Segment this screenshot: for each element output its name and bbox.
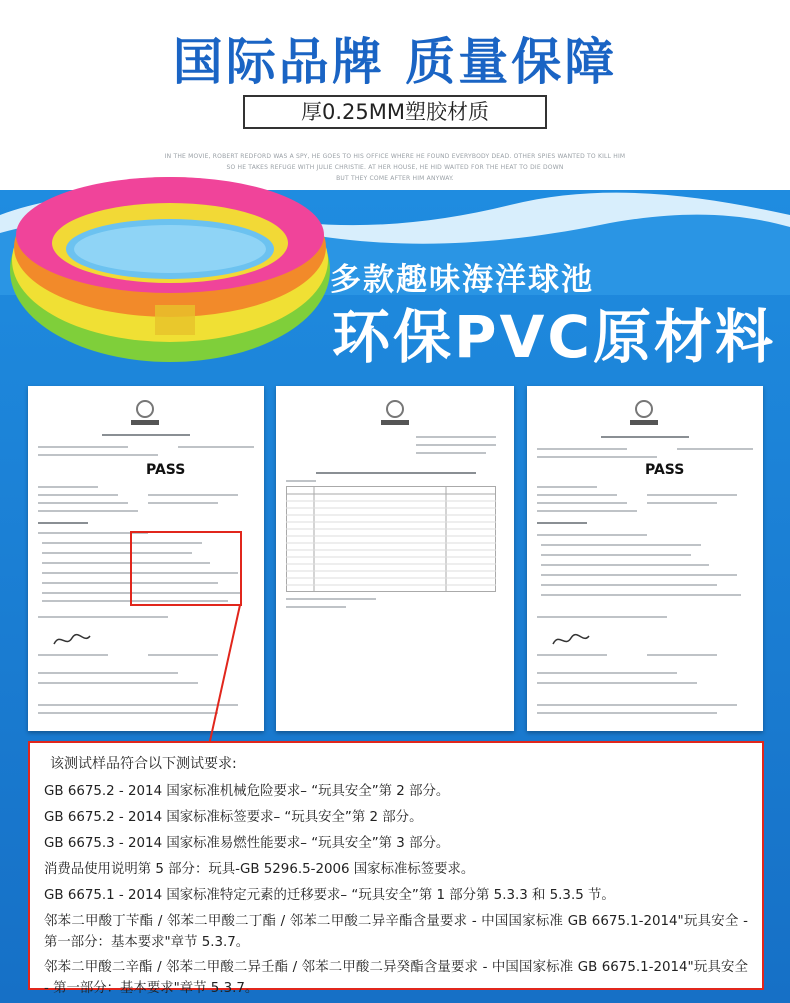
test-report-3 (527, 386, 763, 731)
test-results-table (286, 486, 496, 592)
logo-band (131, 420, 159, 425)
logo-band (630, 420, 658, 425)
requirements-intro: 该测试样品符合以下测试要求: (50, 756, 237, 772)
highlight-frame (130, 531, 242, 606)
fine-print-1: IN THE MOVIE, ROBERT REDFORD WAS A SPY, HE GOES TO HIS OFFICE WHERE HE FOUND EVERYBODY DEAD. OTHER SPIES WANTED TO KILL HIM (164, 153, 626, 160)
bureau-veritas-logo (386, 400, 404, 418)
material-subtitle: 厚0.25MM塑胶材质 (243, 95, 547, 129)
requirement-item: 消费品使用说明第 5 部分：玩具-GB 5296.5-2006 国家标准标签要求。 (44, 862, 475, 877)
test-report-2 (276, 386, 514, 731)
requirement-item: 邻苯二甲酸二辛酯 / 邻苯二甲酸二异壬酯 / 邻苯二甲酸二异癸酯含量要求 - 中国国家标准 GB 6675.1-2014"玩具安全 - 第一部分：基本要求"章节 5.3.7。 (44, 960, 748, 996)
requirement-item: 邻苯二甲酸丁苄酯 / 邻苯二甲酸二丁酯 / 邻苯二甲酸二异辛酯含量要求 - 中国国家标准 GB 6675.1-2014"玩具安全 - 第一部分：基本要求"章节 5.3.7。 (44, 914, 748, 950)
fine-print-3: BUT THEY COME AFTER HIM ANYWAY. (336, 175, 454, 182)
logo-band (381, 420, 409, 425)
requirement-item: GB 6675.1 - 2014 国家标准特定元素的迁移要求– “玩具安全”第 1 部分第 5.3.3 和 5.3.5 节。 (44, 888, 615, 903)
inflatable-pool-image (5, 165, 345, 365)
result-pass: PASS (146, 462, 186, 478)
slogan-small: 多款趣味海洋球池 (330, 262, 594, 298)
requirement-item: GB 6675.2 - 2014 国家标准标签要求– “玩具安全”第 2 部分。 (44, 810, 423, 825)
requirements-panel (28, 741, 764, 996)
page-headline: 国际品牌 质量保障 (172, 33, 618, 91)
bureau-veritas-logo (635, 400, 653, 418)
bureau-veritas-logo (136, 400, 154, 418)
slogan-large: 环保PVC原材料 (332, 303, 776, 371)
fine-print-2: SO HE TAKES REFUGE WITH JULIE CHRISTIE. AT HER HOUSE, HE HID WAITED FOR THE HEAT TO DIE DOWN (226, 164, 564, 171)
result-pass: PASS (645, 462, 685, 478)
signature-1 (52, 630, 92, 650)
requirement-item: GB 6675.3 - 2014 国家标准易燃性能要求– “玩具安全”第 3 部分。 (44, 836, 450, 851)
highlight-connector (150, 604, 250, 744)
signature-3 (551, 630, 591, 650)
requirement-item: GB 6675.2 - 2014 国家标准机械危险要求– “玩具安全”第 2 部分。 (44, 784, 450, 799)
